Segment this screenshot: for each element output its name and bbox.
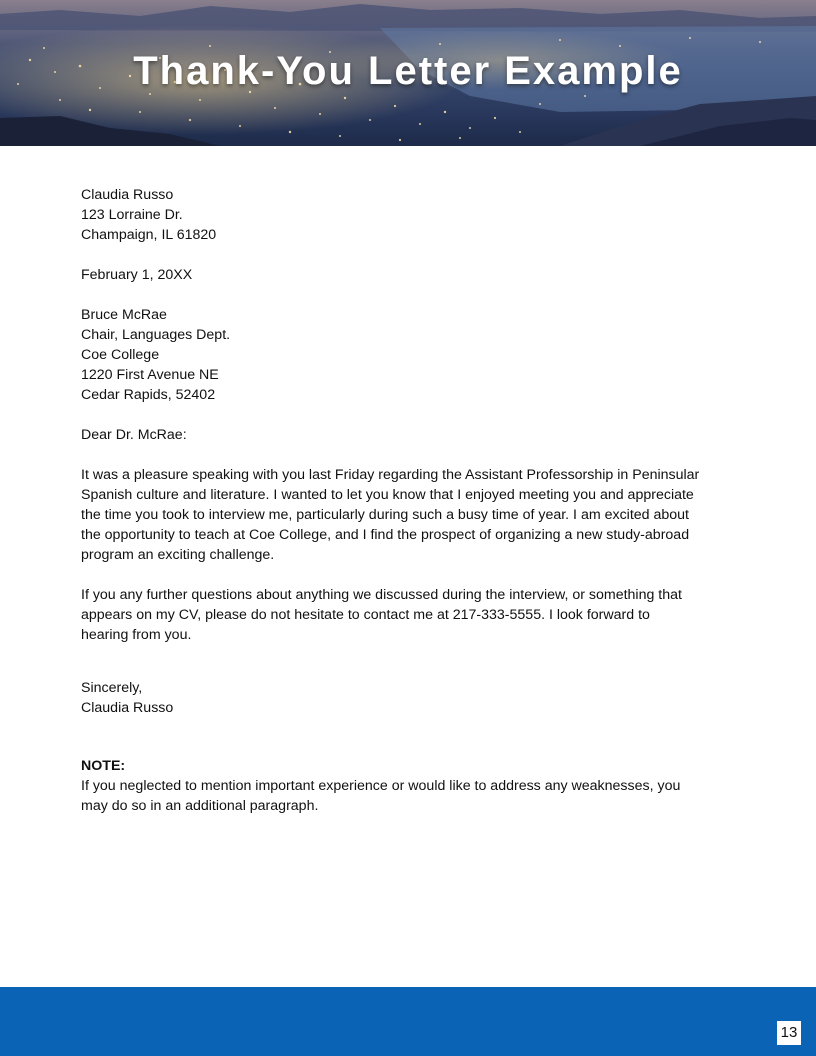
recipient-organization: Coe College — [81, 347, 160, 363]
closing — [81, 678, 701, 718]
sender-city: Champaign, IL 61820 — [81, 227, 217, 243]
recipient-address — [81, 305, 701, 405]
body-paragraph: It was a pleasure speaking with you last Friday regarding the Assistant Professorship in Peninsular Spanish culture and literature. I wanted to let you know that I enjoyed meeting you and appreciate the time you took to interview me, particularly during such a busy time of year. I am excited about the opportunity to teach at Coe College, and I find the prospect of organizing a new study-abroad program an exciting challenge. — [81, 467, 700, 563]
valediction: Sincerely, — [81, 680, 143, 696]
recipient-street: 1220 First Avenue NE — [81, 367, 219, 383]
note-text: If you neglected to mention important experience or would like to address any weaknesses, you may do so in an additional paragraph. — [81, 778, 681, 814]
note-label: NOTE: — [81, 758, 126, 774]
signature-name: Claudia Russo — [81, 700, 174, 716]
sender-name: Claudia Russo — [81, 187, 174, 203]
header-banner — [0, 0, 816, 146]
sender-address — [81, 185, 701, 245]
recipient-title: Chair, Languages Dept. — [81, 327, 231, 343]
recipient-name: Bruce McRae — [81, 307, 167, 323]
letter-body — [81, 185, 701, 816]
letter-date: February 1, 20XX — [81, 267, 193, 283]
recipient-city: Cedar Rapids, 52402 — [81, 387, 216, 403]
body-paragraph: If you any further questions about anything we discussed during the interview, or something that appears on my CV, please do not hesitate to contact me at 217-333-5555. I look forward to hearing from you. — [81, 587, 682, 643]
note-section — [81, 756, 701, 816]
sender-street: 123 Lorraine Dr. — [81, 207, 183, 223]
salutation: Dear Dr. McRae: — [81, 427, 187, 443]
page-title: Thank-You Letter Example — [133, 49, 683, 93]
footer-bar — [0, 987, 816, 1056]
page-number: 13 — [777, 1021, 801, 1045]
